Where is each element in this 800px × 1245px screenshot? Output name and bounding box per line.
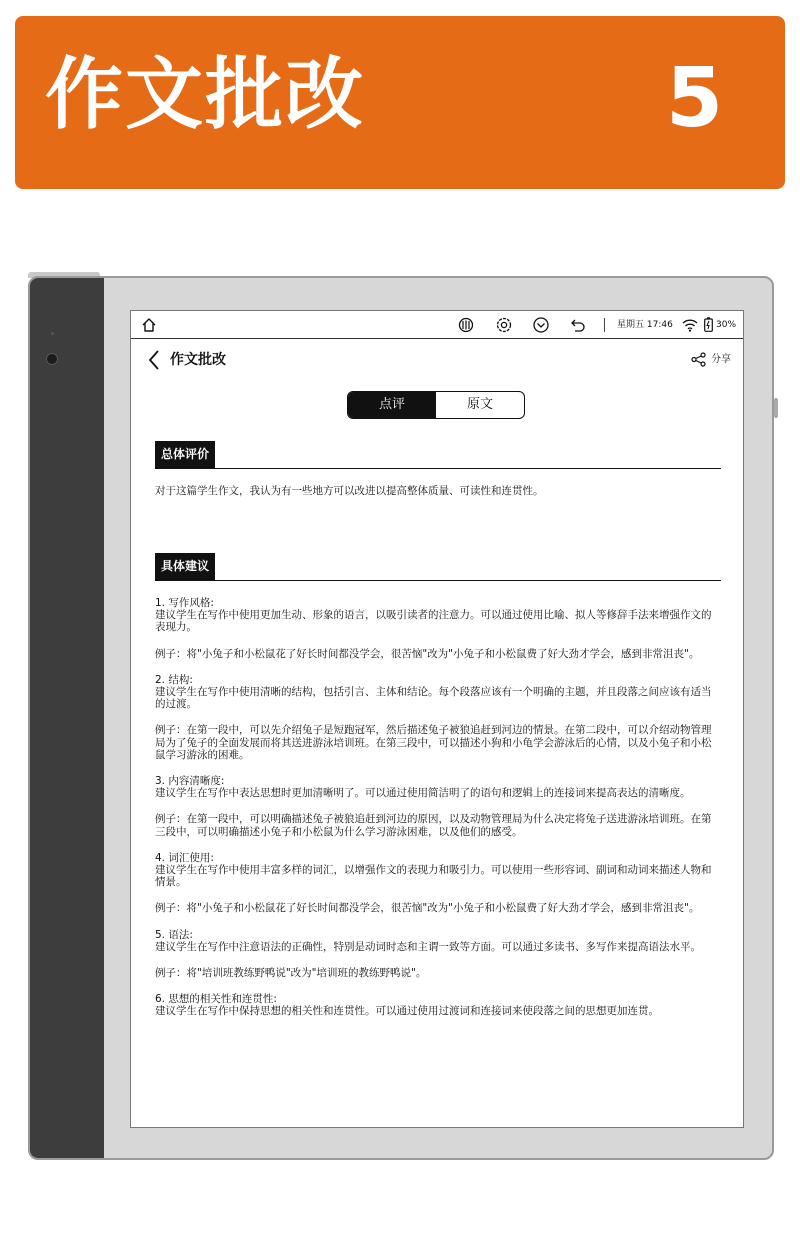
suggestion-example: 例子：将"培训班教练野鸭说"改为"培训班的教练野鸭说"。	[155, 967, 427, 980]
suggestion-body: 建议学生在写作中注意语法的正确性，特别是动词时态和主谓一致等方面。可以通过多读书、多写作来提高语法水平。	[155, 940, 701, 953]
settings-icon[interactable]	[495, 316, 513, 334]
device-screen	[130, 310, 744, 1128]
suggestion-item	[155, 993, 721, 1017]
battery-percent: 30%	[716, 320, 737, 330]
suggestion-example: 例子：在第一段中，可以明确描述兔子被狼追赶到河边的原因，以及动物管理局为什么决定将兔子送进游泳培训班。在第三段中，可以明确描述小兔子和小松鼠为什么学习游泳困难，以及他们的感受。	[155, 813, 712, 838]
suggestion-item	[155, 775, 721, 799]
status-separator	[604, 318, 605, 332]
overall-section-header	[155, 441, 721, 469]
page-header	[131, 339, 743, 383]
overall-heading: 总体评价	[155, 441, 215, 468]
suggestion-body: 建议学生在写作中使用丰富多样的词汇，以增强作文的表现力和吸引力。可以使用一些形容词、副词和动词来描述人物和情景。	[155, 864, 712, 889]
specific-heading: 具体建议	[155, 553, 215, 580]
suggestion-body: 建议学生在写作中表达思想时更加清晰明了。可以通过使用简洁明了的语句和逻辑上的连接词来提高表达的清晰度。	[155, 787, 691, 800]
light-sensor	[51, 332, 54, 335]
suggestion-title: 4. 词汇使用:	[155, 851, 214, 864]
undo-icon[interactable]	[569, 316, 587, 334]
suggestions-list	[155, 597, 721, 1032]
chevron-down-circle-icon[interactable]	[532, 316, 550, 334]
specific-section-header	[155, 553, 721, 581]
overall-text: 对于这篇学生作文，我认为有一些地方可以改进以提高整体质量、可读性和连贯性。	[155, 485, 544, 497]
suggestion-title: 3. 内容清晰度:	[155, 775, 225, 788]
suggestion-example: 例子：将"小兔子和小松鼠花了好长时间都没学会，很苦恼"改为"小兔子和小松鼠费了好大劲才学会，感到非常沮丧"。	[155, 647, 700, 660]
suggestion-item	[155, 597, 721, 634]
suggestion-item	[155, 929, 721, 953]
suggestion-title: 1. 写作风格:	[155, 597, 214, 609]
suggestion-body: 建议学生在写作中保持思想的相关性和连贯性。可以通过使用过渡词和连接词来使段落之间的思想更加连贯。	[155, 1005, 659, 1018]
share-icon[interactable]	[691, 352, 706, 367]
e-reader-device	[28, 276, 774, 1160]
side-button[interactable]	[774, 398, 778, 418]
home-icon[interactable]	[141, 317, 157, 333]
tab-review[interactable]: 点评	[348, 392, 436, 418]
suggestion-body: 建议学生在写作中使用清晰的结构，包括引言、主体和结论。每个段落应该有一个明确的主题，并且段落之间应该有适当的过渡。	[155, 686, 712, 711]
banner-number: 5	[665, 51, 723, 146]
suggestion-example: 例子：将"小兔子和小松鼠花了好长时间都没学会，很苦恼"改为"小兔子和小松鼠费了好大劲才学会，感到非常沮丧"。	[155, 902, 700, 915]
share-button-label[interactable]: 分享	[711, 354, 731, 365]
back-icon[interactable]	[147, 349, 161, 371]
suggestion-item	[155, 852, 721, 889]
suggestion-item	[155, 674, 721, 711]
banner-title: 作文批改	[45, 50, 366, 140]
device-bezel	[30, 278, 104, 1158]
suggestion-body: 建议学生在写作中使用更加生动、形象的语言，以吸引读者的注意力。可以通过使用比喻、拟人等修辞手法来增强作文的表现力。	[155, 609, 712, 634]
status-bar	[131, 311, 743, 339]
camera-lens	[47, 354, 57, 364]
status-time: 星期五 17:46	[617, 320, 673, 330]
tab-original[interactable]: 原文	[466, 397, 493, 412]
wifi-icon	[682, 318, 698, 332]
view-toggle	[347, 391, 525, 419]
suggestion-title: 6. 思想的相关性和连贯性:	[155, 993, 277, 1006]
page-title: 作文批改	[170, 352, 226, 368]
battery-icon	[704, 317, 713, 332]
suggestion-title: 2. 结构:	[155, 673, 193, 686]
suggestion-title: 5. 语法:	[155, 928, 193, 941]
title-banner	[15, 16, 785, 189]
suggestion-example: 例子：在第一段中，可以先介绍兔子是短跑冠军，然后描述兔子被狼追赶到河边的情景。在第二段中，可以介绍动物管理局为了兔子的全面发展而将其送进游泳培训班。在第三段中，可以描述小狗和小龟学会游泳后的心情，以及小兔子和小松鼠学习游泳的困难。	[155, 724, 712, 761]
refresh-icon[interactable]	[457, 316, 475, 334]
